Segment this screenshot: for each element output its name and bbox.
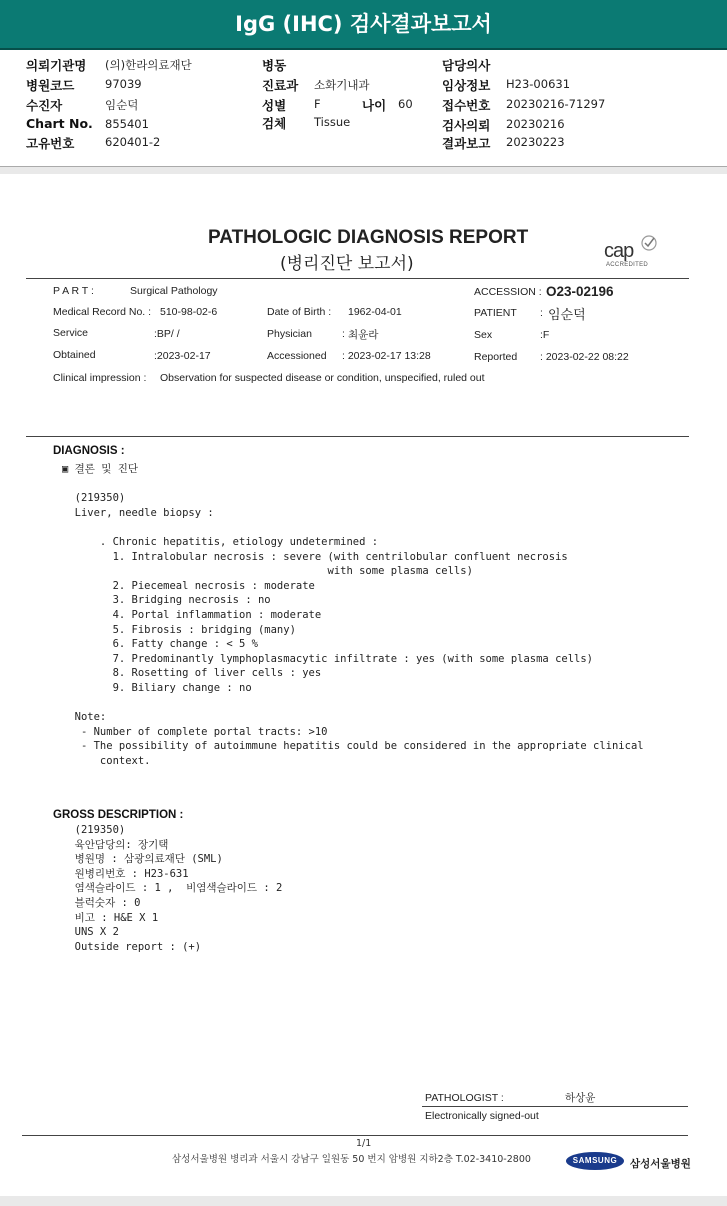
- label-physician: Physician: [267, 328, 312, 340]
- diagnosis-heading: DIAGNOSIS :: [53, 445, 125, 457]
- label-hospital-code: 병원코드: [26, 78, 75, 93]
- label-reported: Reported: [474, 351, 518, 363]
- value-mrn: 510-98-02-6: [160, 306, 218, 318]
- label-patient: 수진자: [26, 98, 63, 113]
- value-unique-no: 620401-2: [105, 135, 161, 149]
- footer-address: 삼성서울병원 병리과 서울시 강남구 일원동 50 번지 암병원 지하2층 T.02-3410-2800: [172, 1154, 531, 1165]
- value-hospital-code: 97039: [105, 77, 142, 91]
- label-sex-report: Sex: [474, 329, 493, 341]
- order-info-panel: [0, 50, 727, 166]
- value-specimen: Tissue: [314, 115, 351, 129]
- footer-rule: [22, 1135, 688, 1136]
- gross-description-heading: GROSS DESCRIPTION :: [53, 809, 184, 821]
- value-result-report: 20230223: [506, 135, 565, 149]
- hospital-name: 삼성서울병원: [630, 1158, 691, 1170]
- value-department: 소화기내과: [314, 78, 370, 92]
- cap-accredited-text: ACCREDITED: [606, 262, 649, 268]
- label-pathologist: PATHOLOGIST :: [425, 1092, 504, 1104]
- value-accessioned: : 2023-02-17 13:28: [342, 350, 431, 362]
- report-title-bar: [0, 0, 727, 50]
- page-number: 1/1: [356, 1138, 372, 1149]
- label-ward: 병동: [262, 58, 287, 73]
- label-requesting-org: 의뢰기관명: [26, 58, 87, 73]
- label-specimen: 검체: [262, 116, 287, 131]
- cap-accredited-logo: [604, 240, 649, 268]
- label-part: P A R T :: [53, 285, 94, 297]
- details-rule: [26, 436, 689, 437]
- label-dob: Date of Birth :: [267, 306, 332, 318]
- label-receipt-no: 접수번호: [442, 98, 491, 113]
- label-doctor: 담당의사: [442, 58, 491, 73]
- header-rule: [26, 278, 689, 279]
- signed-out-note: Electronically signed-out: [425, 1110, 539, 1122]
- samsung-logo: SAMSUNG: [566, 1152, 624, 1170]
- pathology-report-page: [0, 174, 727, 1196]
- value-dob: 1962-04-01: [348, 306, 402, 318]
- report-subheading: (병리진단 보고서): [280, 254, 414, 274]
- label-test-request: 검사의뢰: [442, 118, 491, 133]
- label-obtained: Obtained: [53, 349, 96, 361]
- gross-description-text: (219350) 육안담당의: 장기택 병원명 : 삼광의료재단 (SML) 원병리번호 : H23-631 염색슬라이드 : 1 , 비염색슬라이드 : 2 블럭숫자 : 0 비고 : H&E X 1 UNS X 2 Outside report : (+): [74, 824, 283, 953]
- signature-rule: [422, 1106, 688, 1107]
- value-receipt-no: 20230216-71297: [506, 97, 606, 111]
- report-title: IgG (IHC) 검사결과보고서: [235, 12, 492, 36]
- value-sex: F: [314, 97, 321, 111]
- label-department: 진료과: [262, 78, 299, 93]
- label-result-report: 결과보고: [442, 136, 491, 151]
- value-accession: O23-02196: [546, 284, 614, 299]
- value-patient: 임순덕: [105, 98, 139, 112]
- value-requesting-org: (의)한라의료재단: [105, 58, 192, 72]
- value-obtained: :2023-02-17: [154, 350, 211, 362]
- label-chart-no: Chart No.: [26, 116, 93, 131]
- value-sex-report: :F: [540, 329, 550, 341]
- label-sex: 성별: [262, 98, 287, 113]
- label-age: 나이: [362, 98, 387, 113]
- diagnosis-text: ▣ 결론 및 진단 (219350) Liver, needle biopsy : . Chronic hepatitis, etiology undetermined : 1. Intralobular necrosis : severe (with centrilobular confluent necrosis with some plasma cells) 2. Piecemeal necrosis : moderate 3. Bridging necrosis : no 4. Portal inflammation : moderate 5. Fibrosis : bridging (many) 6. Fatty change : < 5 % 7. Predominantly lymphoplasmacytic infiltrate : yes (with some plasma cells) 8. Rosetting of liver cells : yes 9. Biliary change : no Note: - Number of complete portal tracts: >10 - The possibility of autoimmune hepatitis could be considered in the appropriate clinical context.: [62, 463, 644, 767]
- bottom-band: [0, 1196, 727, 1206]
- cap-logo-text: cap: [604, 240, 634, 262]
- label-mrn: Medical Record No. :: [53, 306, 152, 318]
- label-patient-name: PATIENT: [474, 307, 517, 319]
- value-part: Surgical Pathology: [130, 285, 218, 297]
- cap-check-icon: [638, 234, 660, 252]
- value-clinical-impression: Observation for suspected disease or condition, unspecified, ruled out: [160, 372, 485, 384]
- value-age: 60: [398, 97, 413, 111]
- value-service: :BP/ /: [154, 328, 180, 340]
- patient-colon: :: [540, 307, 543, 319]
- value-patient-name: 임순덕: [548, 308, 586, 323]
- label-clinical-info: 임상정보: [442, 78, 491, 93]
- value-clinical-info: H23-00631: [506, 77, 571, 91]
- label-service: Service: [53, 327, 89, 339]
- physician-colon: :: [342, 328, 345, 340]
- label-accessioned: Accessioned: [267, 350, 327, 362]
- report-heading: PATHOLOGIC DIAGNOSIS REPORT: [208, 227, 529, 248]
- value-test-request: 20230216: [506, 117, 565, 131]
- value-physician: 최윤라: [348, 329, 379, 341]
- label-clinical-impression: Clinical impression :: [53, 372, 147, 384]
- value-reported: : 2023-02-22 08:22: [540, 351, 629, 363]
- label-unique-no: 고유번호: [26, 136, 75, 151]
- label-accession: ACCESSION :: [474, 286, 542, 298]
- value-pathologist: 하상윤: [565, 1092, 596, 1104]
- value-chart-no: 855401: [105, 117, 149, 131]
